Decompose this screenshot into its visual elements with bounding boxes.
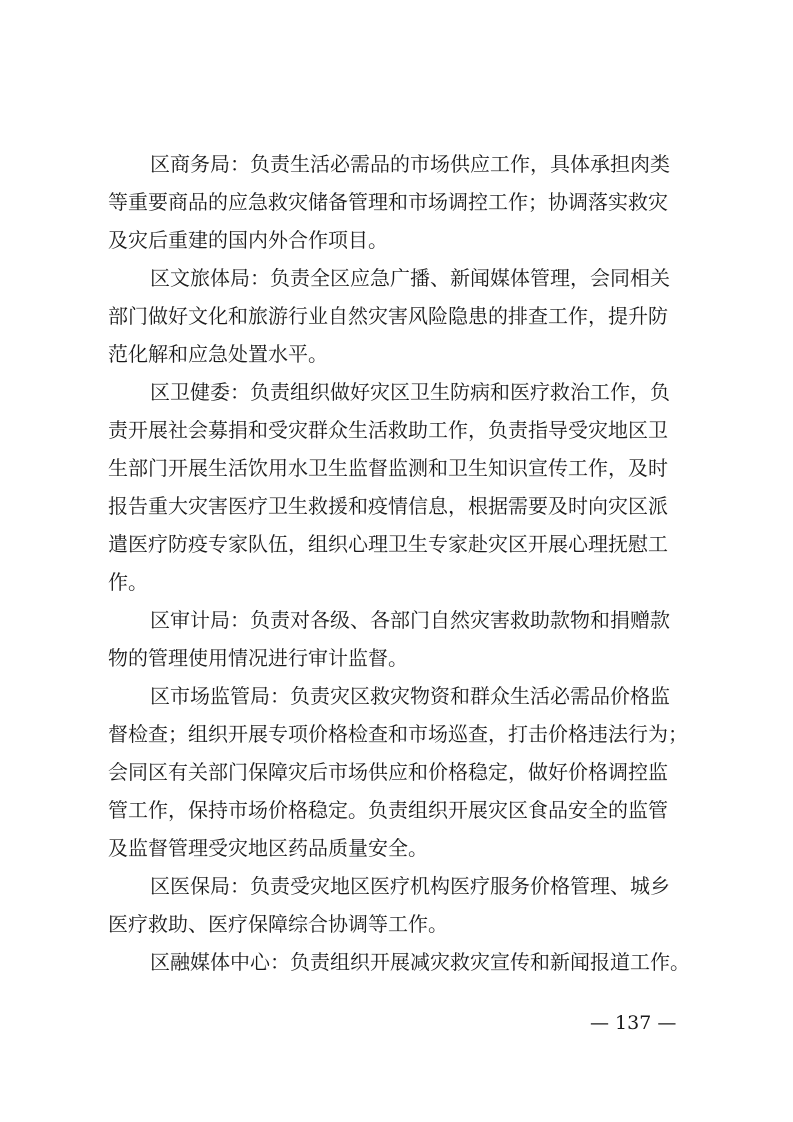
page-number: — 137 — [590, 1012, 677, 1034]
paragraph-line: 会同区有关部门保障灾后市场供应和价格稳定，做好价格调控监 [108, 760, 668, 784]
paragraph-line: 生部门开展生活饮用水卫生监督监测和卫生知识宣传工作，及时 [108, 456, 668, 480]
paragraph-line: 区融媒体中心：负责组织开展减灾救灾宣传和新闻报道工作。 [150, 950, 690, 974]
paragraph-line: 区卫健委：负责组织做好灾区卫生防病和医疗救治工作，负 [150, 380, 670, 404]
paragraph-line: 报告重大灾害医疗卫生救援和疫情信息，根据需要及时向灾区派 [108, 494, 668, 518]
paragraph-line: 责开展社会募捐和受灾群众生活救助工作，负责指导受灾地区卫 [108, 418, 668, 442]
paragraph-line: 部门做好文化和旅游行业自然灾害风险隐患的排查工作，提升防 [108, 304, 668, 328]
paragraph-line: 范化解和应急处置水平。 [108, 342, 328, 366]
paragraph-line: 区文旅体局：负责全区应急广播、新闻媒体管理，会同相关 [150, 266, 670, 290]
paragraph-line: 区市场监管局：负责灾区救灾物资和群众生活必需品价格监 [150, 684, 670, 708]
paragraph-line: 作。 [108, 570, 148, 594]
paragraph-line: 医疗救助、医疗保障综合协调等工作。 [108, 912, 448, 936]
paragraph-line: 物的管理使用情况进行审计监督。 [108, 646, 408, 670]
paragraph-line: 区医保局：负责受灾地区医疗机构医疗服务价格管理、城乡 [150, 874, 670, 898]
paragraph-line: 管工作，保持市场价格稳定。负责组织开展灾区食品安全的监管 [108, 798, 668, 822]
paragraph-line: 督检查；组织开展专项价格检查和市场巡查，打击价格违法行为； [108, 722, 688, 746]
paragraph-line: 及灾后重建的国内外合作项目。 [108, 228, 388, 252]
paragraph-line: 遣医疗防疫专家队伍，组织心理卫生专家赴灾区开展心理抚慰工 [108, 532, 668, 556]
paragraph-line: 及监督管理受灾地区药品质量安全。 [108, 836, 428, 860]
paragraph-line: 区商务局：负责生活必需品的市场供应工作，具体承担肉类 [150, 152, 670, 176]
paragraph-line: 等重要商品的应急救灾储备管理和市场调控工作；协调落实救灾 [108, 190, 668, 214]
paragraph-line: 区审计局：负责对各级、各部门自然灾害救助款物和捐赠款 [150, 608, 670, 632]
